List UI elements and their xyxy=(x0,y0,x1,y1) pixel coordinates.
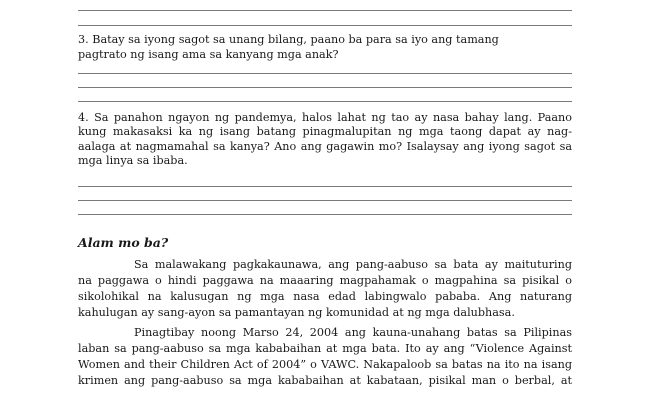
question-3-line: 3. Batay sa iyong sagot sa unang bilang, paano ba para sa iyo ang tamang xyxy=(78,33,499,46)
question-3-line: pagtrato ng isang ama sa kanyang mga anak? xyxy=(78,48,339,61)
paragraph-2-line: Women and their Children Act of 2004” o VAWC. Nakapaloob sa batas na ito na isang xyxy=(78,358,572,371)
paragraph-1-line: na paggawa o hindi paggawa na maaaring magpahamak o magpahina sa pisikal o xyxy=(78,274,572,287)
answer-line[interactable] xyxy=(78,214,572,215)
paragraph-2-line: Pinagtibay noong Marso 24, 2004 ang kauna-unahang batas sa Pilipinas xyxy=(134,326,572,339)
paragraph-1-line: Sa malawakang pagkakaunawa, ang pang-aabuso sa bata ay maituturing xyxy=(134,258,572,271)
answer-line[interactable] xyxy=(78,73,572,74)
question-4-line: mga linya sa ibaba. xyxy=(78,154,188,167)
paragraph-2-line: krimen ang pang-aabuso sa mga kababaihan at kabataan, pisikal man o berbal, at xyxy=(78,374,572,387)
question-4-line: kung makasaksi ka ng isang batang pinagmalupitan ng mga taong dapat ay nag- xyxy=(78,125,572,138)
paragraph-2-line: laban sa pang-aabuso sa mga kababaihan at mga bata. Ito ay ang “Violence Against xyxy=(78,342,572,355)
section-heading: Alam mo ba? xyxy=(78,235,169,250)
question-4-line: 4. Sa panahon ngayon ng pandemya, halos lahat ng tao ay nasa bahay lang. Paano xyxy=(78,111,572,124)
paragraph-1-line: kahulugan ay sang-ayon sa pamantayan ng komunidad at ng mga dalubhasa. xyxy=(78,306,515,319)
answer-line[interactable] xyxy=(78,101,572,102)
paragraph-1-line: sikolohikal na kalusugan ng mga nasa edad labingwalo pababa. Ang naturang xyxy=(78,290,572,303)
answer-line[interactable] xyxy=(78,25,572,26)
question-4-line: aalaga at nagmamahal sa kanya? Ano ang gagawin mo? Isalaysay ang iyong sagot sa xyxy=(78,140,572,153)
answer-line[interactable] xyxy=(78,186,572,187)
answer-line[interactable] xyxy=(78,10,572,11)
answer-line[interactable] xyxy=(78,200,572,201)
answer-line[interactable] xyxy=(78,87,572,88)
